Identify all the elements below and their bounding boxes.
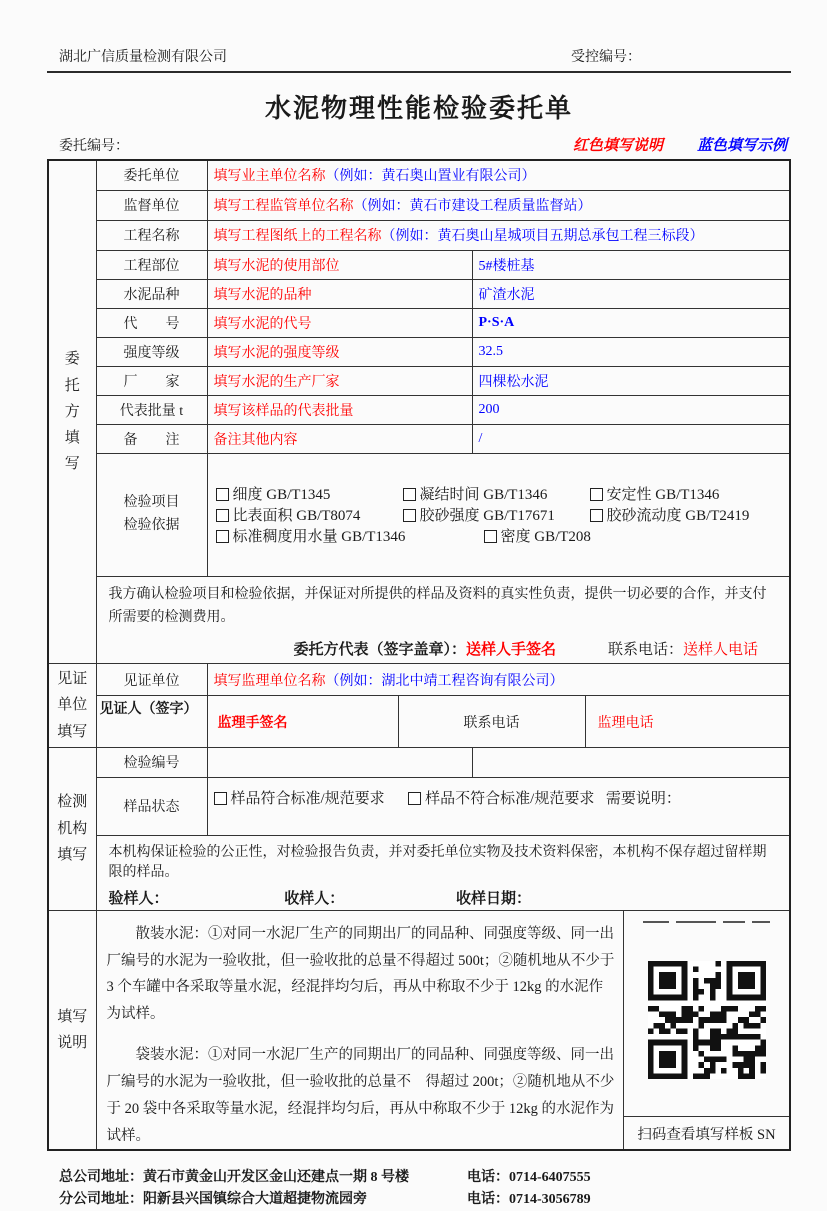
checkbox-icon[interactable] <box>214 792 227 805</box>
table-row <box>48 308 790 337</box>
confirmation-cell <box>96 576 790 664</box>
page-header <box>47 46 791 71</box>
field-label-test-items: 检验项目 检验依据 <box>96 453 207 576</box>
section-stub-witness: 见证单位填写 <box>48 664 96 748</box>
field-label-remark: 备 注 <box>96 424 207 453</box>
field-batch-example: 200 <box>472 395 790 424</box>
table-row <box>48 835 790 910</box>
table-row <box>48 424 790 453</box>
agency-signature-line <box>109 887 780 908</box>
field-supervise-unit: 填写工程监管单位名称（例如：黄石市建设工程质量监督站） <box>207 190 790 220</box>
field-project-name: 填写工程图纸上的工程名称（例如：黄石奥山星城项目五期总承包工程三标段） <box>207 220 790 250</box>
field-project-part-example: 5#楼桩基 <box>472 250 790 279</box>
field-remark-desc: 备注其他内容 <box>207 424 472 453</box>
qr-caption: 扫码查看填写样板 SN <box>624 1116 789 1149</box>
form-page <box>47 0 791 1211</box>
witness-sign-value: 监理手签名 <box>207 696 398 748</box>
page-footer <box>47 1167 791 1210</box>
header-rule <box>47 71 791 73</box>
tel1: 电话：0714-6407555 <box>467 1170 591 1186</box>
qr-panel <box>623 911 789 1150</box>
field-label-entrust-unit: 委托单位 <box>96 160 207 190</box>
table-row <box>48 366 790 395</box>
field-manufacturer-example: 四棵松水泥 <box>472 366 790 395</box>
witness-phone-label: 联系电话 <box>398 696 585 748</box>
legend-blue: 蓝色填写示例 <box>696 138 787 154</box>
footer-line-1 <box>59 1167 791 1189</box>
field-remark-example: / <box>472 424 790 453</box>
field-project-part-desc: 填写水泥的使用部位 <box>207 250 472 279</box>
footer-line-2 <box>59 1189 791 1211</box>
checkbox-icon[interactable] <box>403 488 416 501</box>
test-item: 凝结时间 GB/T1346 <box>403 483 590 504</box>
table-row <box>48 696 790 748</box>
sample-state-cell <box>207 777 790 835</box>
field-cement-type-desc: 填写水泥的品种 <box>207 279 472 308</box>
field-manufacturer-desc: 填写水泥的生产厂家 <box>207 366 472 395</box>
table-row <box>48 220 790 250</box>
table-row <box>48 279 790 308</box>
field-label-project-part: 工程部位 <box>96 250 207 279</box>
field-label-witness-unit: 见证单位 <box>96 664 207 696</box>
field-label-cement-type: 水泥品种 <box>96 279 207 308</box>
report-no-blank-left <box>207 747 472 777</box>
legend-red: 红色填写说明 <box>572 138 663 154</box>
checkbox-icon[interactable] <box>408 792 421 805</box>
receiver-label: 收样人： <box>284 890 345 907</box>
addr2-value: 阳新县兴国镇综合大道超捷物流园旁 <box>143 1192 367 1208</box>
field-label-strength: 强度等级 <box>96 337 207 366</box>
instructions-cell <box>96 910 790 1150</box>
table-row <box>48 395 790 424</box>
report-no-blank-right <box>472 747 790 777</box>
qr-code-svg <box>648 961 766 1079</box>
test-item: 比表面积 GB/T8074 <box>216 504 403 525</box>
table-row <box>48 160 790 190</box>
checkbox-icon[interactable] <box>484 530 497 543</box>
test-item: 标准稠度用水量 GB/T1346 <box>216 525 484 546</box>
field-strength-example: 32.5 <box>472 337 790 366</box>
need-note-label: 需要说明： <box>605 790 681 807</box>
checkbox-icon[interactable] <box>590 509 603 522</box>
client-phone-value: 送样人电话 <box>683 642 759 659</box>
table-row <box>48 453 790 576</box>
table-row <box>48 337 790 366</box>
test-items-line-3 <box>216 525 782 546</box>
commission-form-table <box>47 159 791 1151</box>
field-label-report-no: 检验编号 <box>96 747 207 777</box>
test-item: 细度 GB/T1345 <box>216 483 403 504</box>
checkbox-icon[interactable] <box>216 530 229 543</box>
field-label-project-name: 工程名称 <box>96 220 207 250</box>
field-label-batch: 代表批量 t <box>96 395 207 424</box>
client-phone-label: 联系电话： <box>608 642 684 659</box>
company-name: 湖北广信质量检测有限公司 <box>59 50 227 65</box>
confirmation-text: 我方确认检验项目和检验依据，并保证对所提供的样品及资料的真实性负责，提供一切必要的合作，并支付所需要的检测费用。 <box>108 586 767 626</box>
test-items-line-1 <box>216 483 782 504</box>
field-label-manufacturer: 厂 家 <box>96 366 207 395</box>
table-row <box>48 910 790 1150</box>
field-label-witness-person: 见证人（签字） <box>96 696 207 748</box>
table-row <box>48 190 790 220</box>
witness-phone-value: 监理电话 <box>585 696 790 748</box>
rep-sign-value: 送样人手签名 <box>466 642 557 659</box>
field-strength-desc: 填写水泥的强度等级 <box>207 337 472 366</box>
addr2-label: 分公司地址： <box>59 1192 143 1208</box>
client-signature-line <box>294 638 780 659</box>
agency-statement: 本机构保证检验的公正性，对检验报告负责，并对委托单位实物及技术资料保密，本机构不保存超过留样期限的样品。 <box>108 844 767 880</box>
inspector-label: 验样人： <box>108 890 169 907</box>
instructions-text <box>97 911 620 1150</box>
section-stub-instructions: 填写说明 <box>48 910 96 1150</box>
test-item: 安定性 GB/T1346 <box>590 483 782 504</box>
tel2: 电话：0714-3056789 <box>467 1192 591 1208</box>
legend <box>573 134 787 155</box>
form-title: 水泥物理性能检验委托单 <box>264 94 573 123</box>
field-label-sample-state: 样品状态 <box>96 777 207 835</box>
test-items-cell <box>207 453 790 576</box>
addr1-value: 黄石市黄金山开发区金山还建点一期 8 号楼 <box>143 1170 409 1186</box>
sample-ok-option: 样品符合标准/规范要求 <box>214 791 385 807</box>
test-item: 胶砂强度 GB/T17671 <box>403 504 590 525</box>
test-item: 密度 GB/T208 <box>484 525 782 546</box>
field-code-desc: 填写水泥的代号 <box>207 308 472 337</box>
test-items-line-2 <box>216 504 782 525</box>
agency-statement-cell <box>96 835 790 910</box>
field-label-supervise-unit: 监督单位 <box>96 190 207 220</box>
sample-not-ok-option: 样品不符合标准/规范要求 <box>408 791 594 807</box>
field-label-code: 代 号 <box>96 308 207 337</box>
commission-no-label: 委托编号： <box>59 139 129 154</box>
checkbox-icon[interactable] <box>216 488 229 501</box>
controlled-no-label: 受控编号： <box>571 50 641 65</box>
table-row <box>48 576 790 664</box>
table-row <box>48 664 790 696</box>
instructions-para-bulk: 散装水泥：①对同一水泥厂生产的同期出厂的同品种、同强度等级、同一出厂编号的水泥为一验收批，但一验收批的总量不得超过 500t；②随机地从不少于 3 个车罐中各采取等量水泥，经混拌均匀后，再从中称取不少于 12kg 的水泥作为试样。 <box>106 925 615 1023</box>
checkbox-icon[interactable] <box>216 509 229 522</box>
field-cement-type-example: 矿渣水泥 <box>472 279 790 308</box>
table-row <box>48 250 790 279</box>
sub-header <box>47 134 791 159</box>
qr-code <box>624 923 789 1117</box>
test-item: 胶砂流动度 GB/T2419 <box>590 504 782 525</box>
receive-date-label: 收样日期： <box>456 890 532 907</box>
instructions-para-bag: 袋装水泥：①对同一水泥厂生产的同期出厂的同品种、同强度等级、同一出厂编号的水泥为一验收批，但一验收批的总量不 得超过 200t；②随机地从不少于 20 袋中各采取等量水泥，经混拌均匀后，再从中称取不少于 12kg 的水泥作为试样。 <box>106 1047 615 1144</box>
section-stub-agency: 检测机构填写 <box>48 747 96 910</box>
checkbox-icon[interactable] <box>403 509 416 522</box>
field-code-example: P·S·A <box>472 308 790 337</box>
field-batch-desc: 填写该样品的代表批量 <box>207 395 472 424</box>
rep-sign-label: 委托方代表（签字盖章）： <box>293 642 467 659</box>
field-entrust-unit: 填写业主单位名称（例如：黄石奥山置业有限公司） <box>207 160 790 190</box>
table-row <box>48 777 790 835</box>
field-witness-unit: 填写监理单位名称（例如：湖北中靖工程咨询有限公司） <box>207 664 790 696</box>
table-row <box>48 747 790 777</box>
section-stub-client: 委托方填写 <box>48 160 96 664</box>
checkbox-icon[interactable] <box>590 488 603 501</box>
addr1-label: 总公司地址： <box>59 1170 143 1186</box>
